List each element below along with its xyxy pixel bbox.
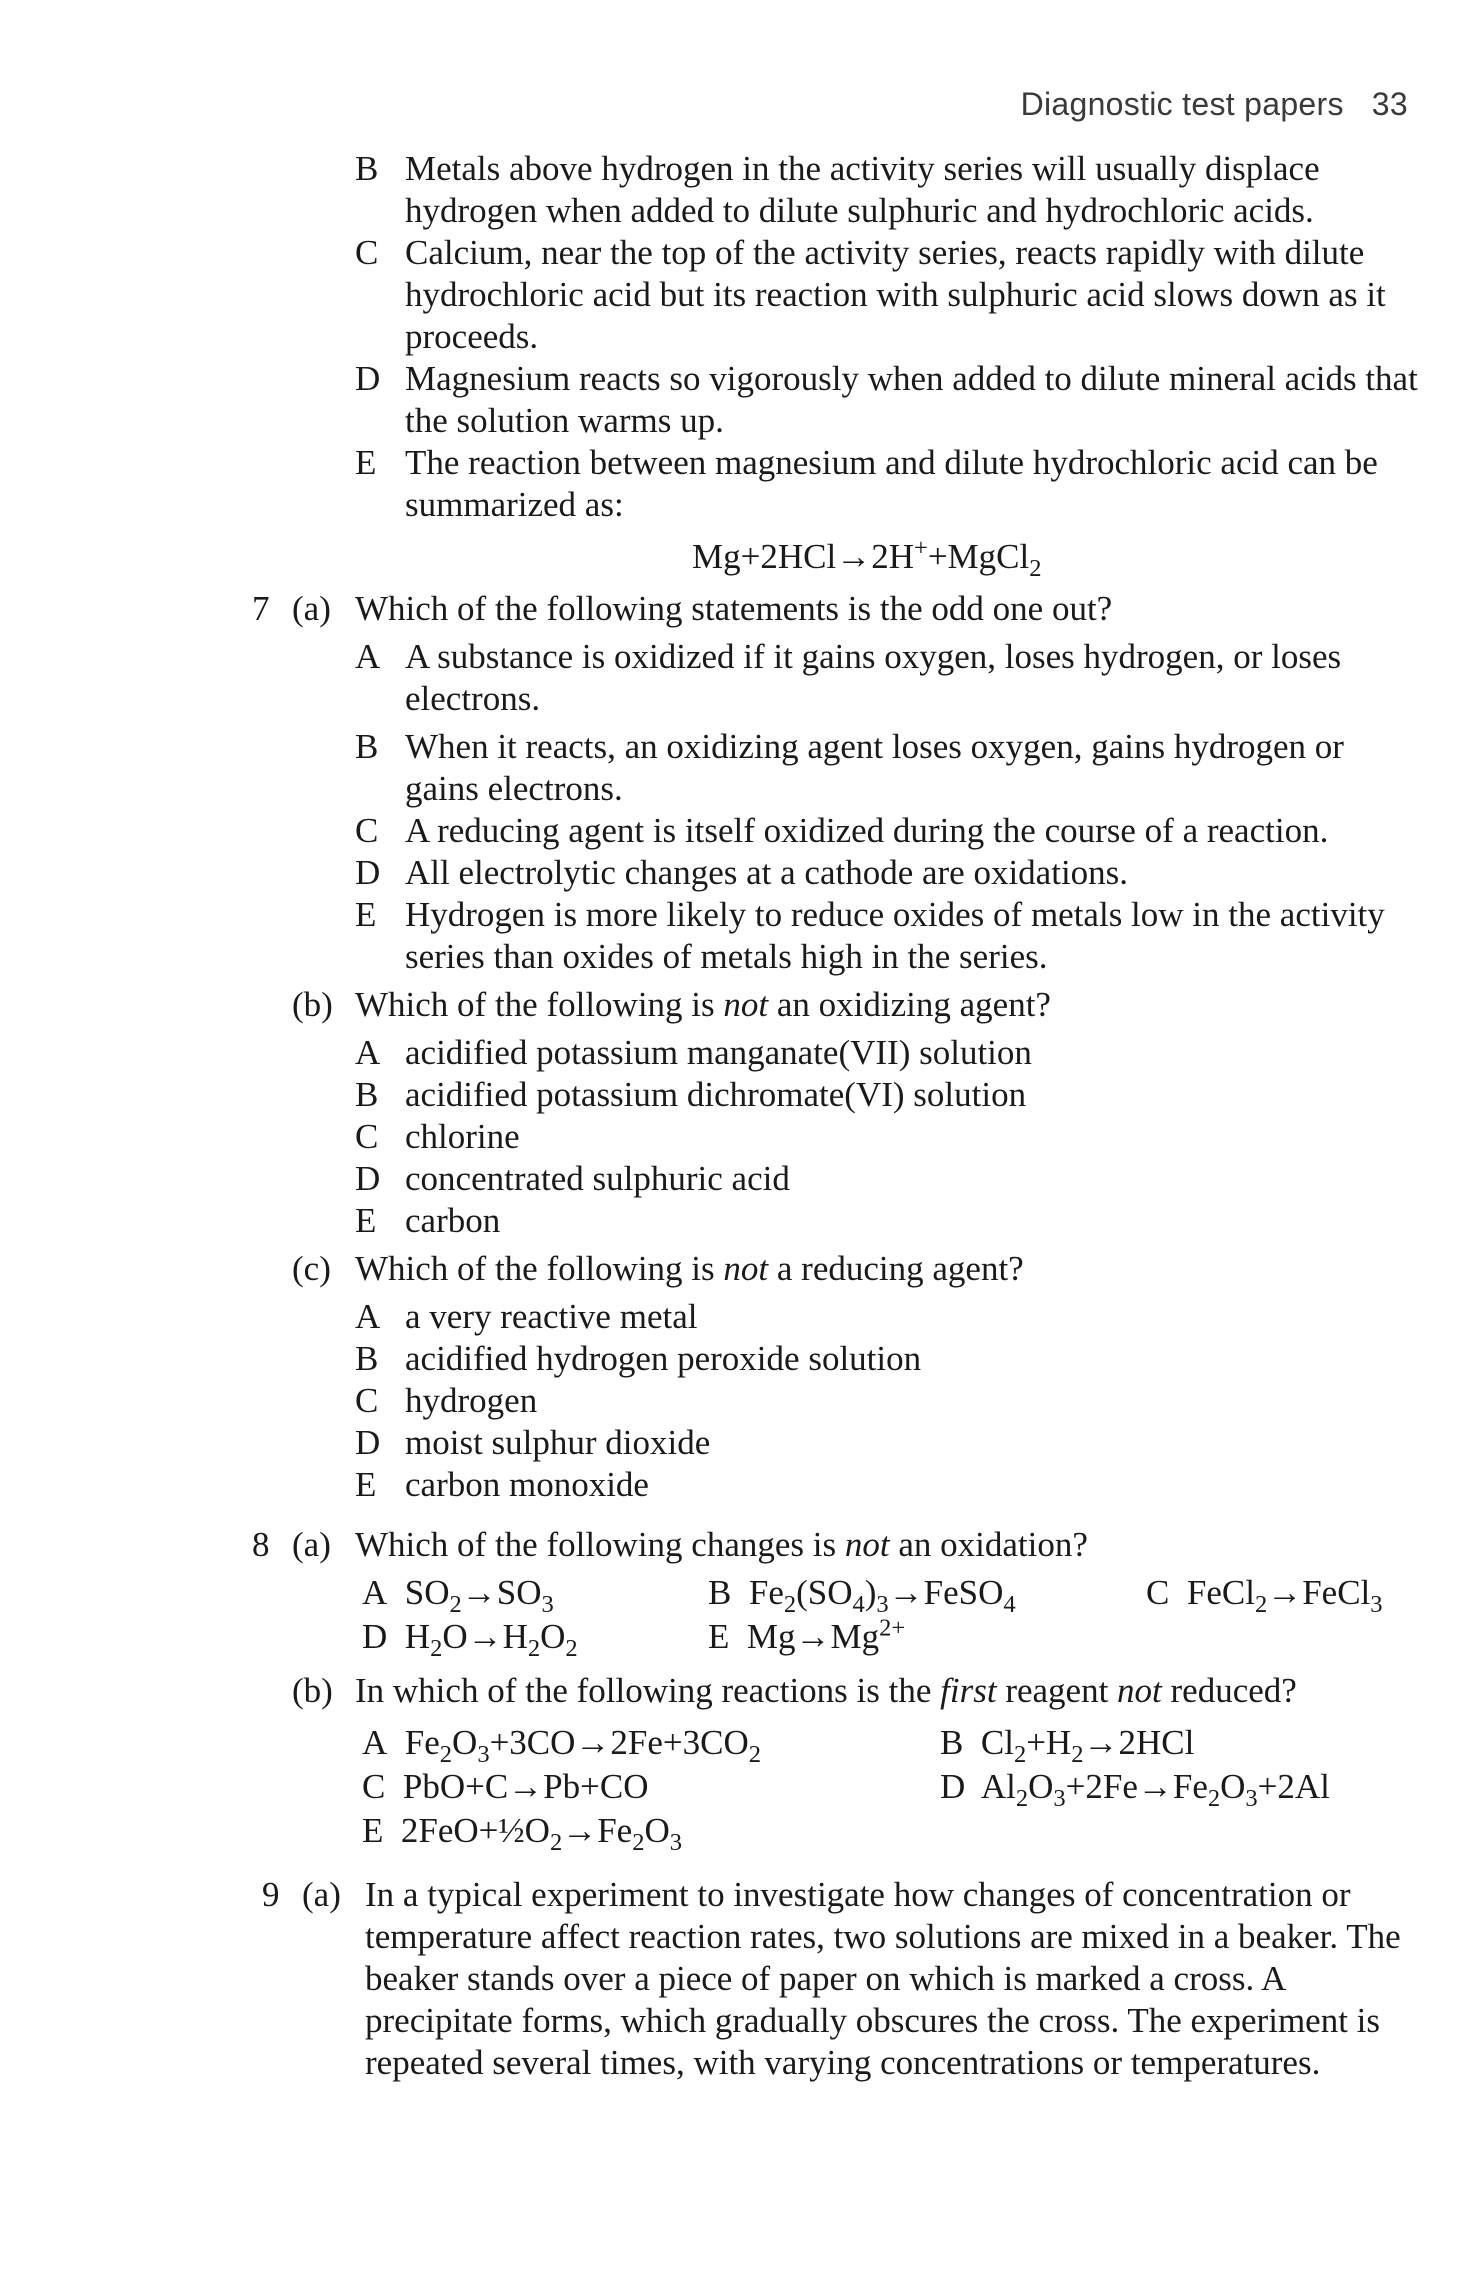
q7a-option-e: E Hydrogen is more likely to reduce oxides of metals low in the activity series than oxides of metals high in the series. <box>355 895 1385 976</box>
q8b-options-row-1 <box>0 1722 1466 1766</box>
q8b-option-a: A $Fe_2O_3+3CO\to 2Fe+3CO_2$ <box>362 1723 762 1768</box>
q7b-option-a: A acidified potassium manganate(VII) solution <box>355 1033 1032 1072</box>
q7b-option-e: E carbon <box>355 1201 501 1240</box>
option-text: Magnesium reacts so vigorously when added to dilute mineral acids that the solution warms up. <box>405 359 1418 440</box>
q8a-options-row-1 <box>0 1572 1466 1616</box>
page-number: 33 <box>1371 86 1408 122</box>
q7c-option-c: C hydrogen <box>355 1381 538 1420</box>
q8a-options-row-2 <box>0 1616 1466 1660</box>
q8a-option-e: E $Mg\to Mg^{2+}$ <box>708 1614 906 1656</box>
q8a-option-d: D $H_2O\to H_2O_2$ <box>362 1617 578 1662</box>
question-text: Which of the following statements is the odd one out? <box>355 589 1113 628</box>
q7a-option-d: D All electrolytic changes at a cathode are oxidations. <box>355 853 1129 892</box>
q7a-option-a: A A substance is oxidized if it gains oxygen, loses hydrogen, or loses electrons. <box>355 637 1342 718</box>
q7b-option-b: B acidified potassium dichromate(VI) solution <box>355 1075 1027 1114</box>
q8a-option-c: C FeCl$_2$→FeCl$_3$ <box>1146 1573 1383 1618</box>
q8b-option-c: C PbO+C→Pb+CO <box>362 1767 649 1806</box>
q7b-option-d: D concentrated sulphuric acid <box>355 1159 790 1198</box>
q8b-options-row-2 <box>0 1766 1466 1810</box>
q8b-option-e: E $2FeO+\frac{1}{2}O_2\to Fe_2O_3$ <box>362 1811 682 1856</box>
q8b-option-d: D $Al_2O_3+2Fe\to Fe_2O_3+2Al$ <box>940 1767 1330 1812</box>
q8a-question: 8 (a) Which of the following changes is not an oxidation? <box>252 1525 1088 1564</box>
q8b-options-row-3 <box>0 1810 1466 1854</box>
running-title: Diagnostic test papers <box>1020 86 1344 122</box>
q7a-option-b: B When it reacts, an oxidizing agent loses oxygen, gains hydrogen or gains electrons. <box>355 727 1344 808</box>
q7a-option-c: C A reducing agent is itself oxidized during the course of a reaction. <box>355 811 1329 850</box>
q8b-option-b: B $Cl_2+H_2\to 2HCl$ <box>940 1723 1195 1768</box>
q8a-option-a: A $SO_2\to SO_3$ <box>362 1573 554 1618</box>
question-number: 7 <box>252 589 270 628</box>
q7c-option-d: D moist sulphur dioxide <box>355 1423 711 1462</box>
q7c-option-e: E carbon monoxide <box>355 1465 649 1504</box>
q6-option-e <box>0 442 1466 526</box>
q7b-question: (b) Which of the following is not an oxidizing agent? <box>292 985 1051 1024</box>
q7c-option-b: B acidified hydrogen peroxide solution <box>355 1339 922 1378</box>
option-letter: E <box>355 443 377 482</box>
q7c-option-a: A a very reactive metal <box>355 1297 698 1336</box>
option-text: Calcium, near the top of the activity series, reacts rapidly with dilute hydrochloric acid but its reaction with sulphuric acid slows down as it proceeds. <box>405 233 1386 356</box>
q6-option-d <box>0 358 1466 442</box>
q6-option-b <box>0 148 1466 232</box>
q6-equation: Mg+2HCl→2H++MgCl$_2$ <box>692 534 1042 582</box>
page-body <box>0 148 1466 2084</box>
option-letter: C <box>355 233 379 272</box>
option-text: Metals above hydrogen in the activity series will usually displace hydrogen when added to dilute sulphuric and hydrochloric acids. <box>405 149 1320 230</box>
q8a-option-b: B $Fe_2(SO_4)_3\to FeSO_4$ <box>708 1573 1016 1618</box>
option-text: The reaction between magnesium and dilute hydrochloric acid can be summarized as: <box>405 443 1378 524</box>
q7a-question <box>0 588 1466 630</box>
option-letter: D <box>355 359 381 398</box>
question-part: (a) <box>292 589 331 628</box>
option-letter: B <box>355 149 379 188</box>
q9a-question: 9 (a) In a typical experiment to investigate how changes of concentration or temperature affect reaction rates, two solutions are mixed in a beaker. The beaker stands over a piece of paper on which is marked a cross. A precipitate forms, which gradually obscures the cross. The experiment is repeated several times, with varying concentrations or temperatures. <box>262 1875 1401 2082</box>
page-header <box>1021 86 1408 123</box>
q7c-question: (c) Which of the following is not a reducing agent? <box>292 1249 1024 1288</box>
q8b-question: (b) In which of the following reactions is the first reagent not reduced? <box>292 1671 1297 1710</box>
q6-option-c <box>0 232 1466 358</box>
q7b-option-c: C chlorine <box>355 1117 520 1156</box>
